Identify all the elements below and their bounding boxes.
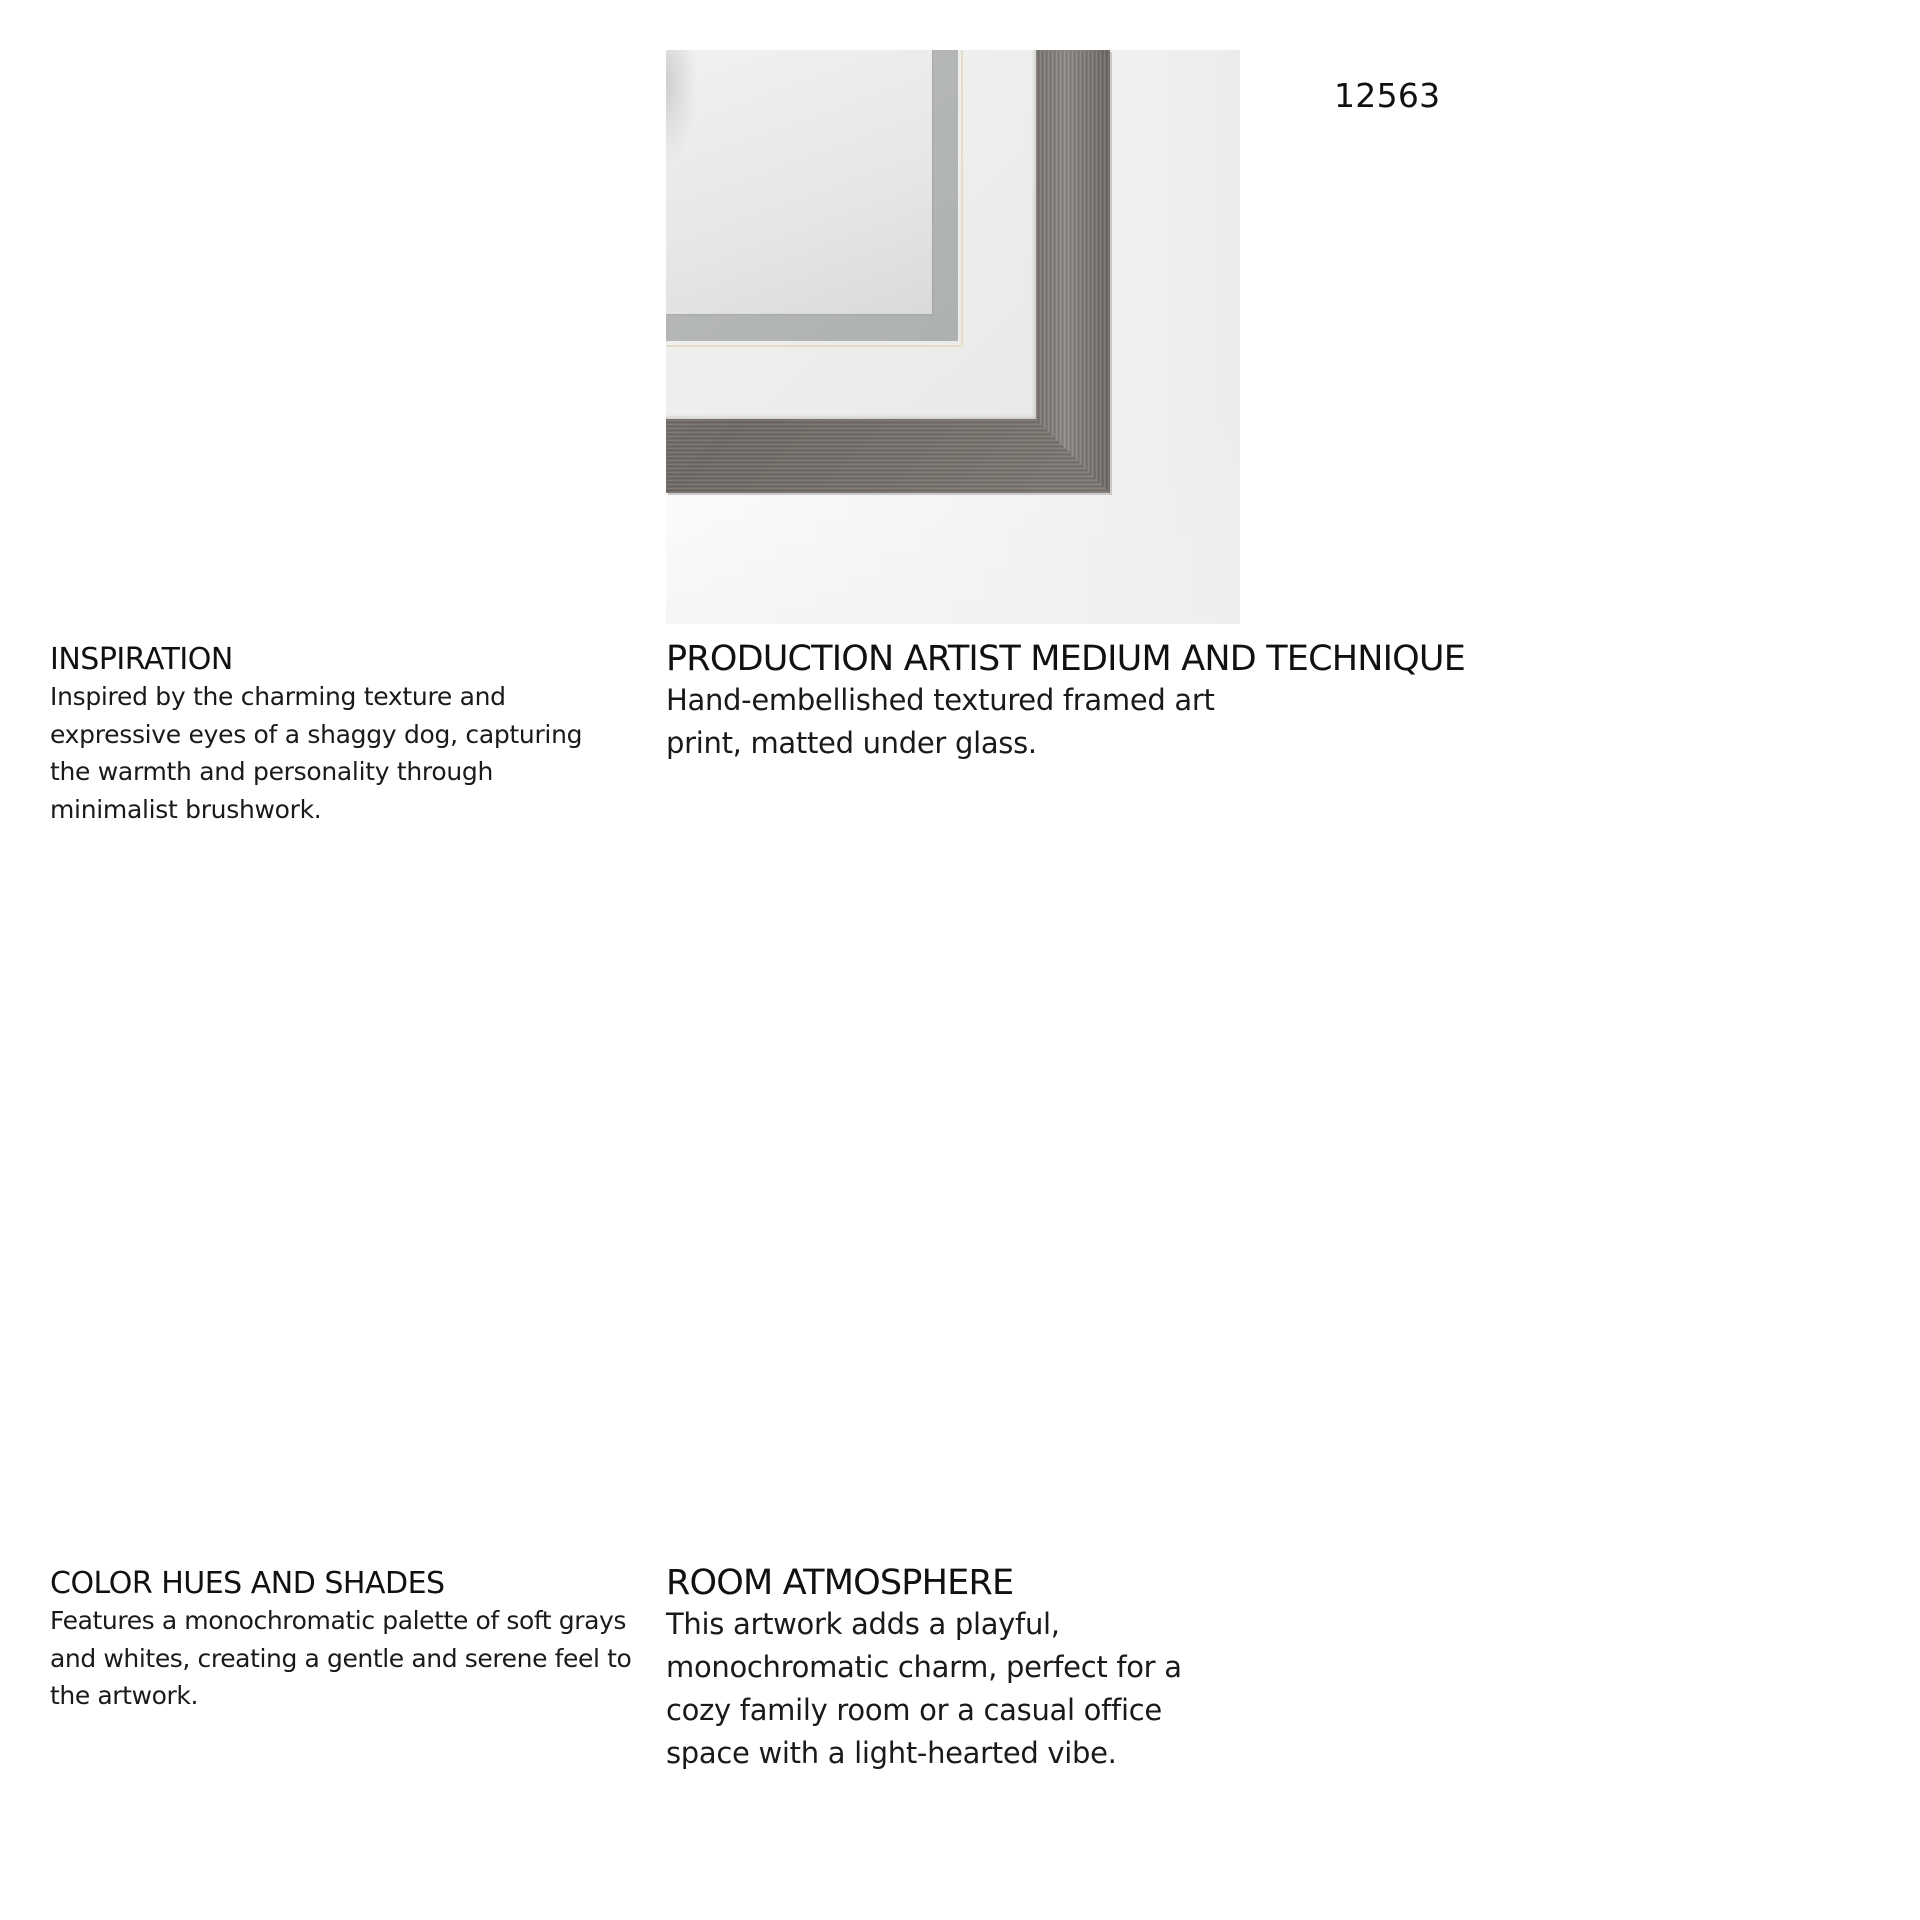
inspiration-heading: INSPIRATION: [50, 642, 233, 677]
section-color-hues: [50, 1566, 650, 1715]
room-heading: ROOM ATMOSPHERE: [666, 1563, 1014, 1603]
production-body: Hand-embellished textured framed art print, matted under glass.: [666, 683, 1215, 760]
room-body: This artwork adds a playful, monochromatic charm, perfect for a cozy family room or a casual office space with a light-hearted vibe.: [666, 1607, 1182, 1770]
artist-signature: [770, 253, 798, 263]
color-heading: COLOR HUES AND SHADES: [50, 1566, 445, 1601]
art-print: [666, 50, 932, 314]
frame-right-side: [1036, 50, 1110, 493]
production-heading: PRODUCTION ARTIST MEDIUM AND TECHNIQUE: [666, 639, 1466, 679]
brushwork-detail: [666, 50, 696, 160]
section-production: [666, 639, 1466, 765]
section-inspiration: [50, 642, 610, 828]
product-photo: [666, 50, 1240, 624]
color-body: Features a monochromatic palette of soft grays and whites, creating a gentle and serene feel to the artwork.: [50, 1606, 632, 1710]
section-room-atmosphere: [666, 1563, 1226, 1775]
item-number: 12563: [1334, 76, 1441, 115]
inspiration-body: Inspired by the charming texture and expressive eyes of a shaggy dog, capturing the warmth and personality through minimalist brushwork.: [50, 682, 583, 824]
